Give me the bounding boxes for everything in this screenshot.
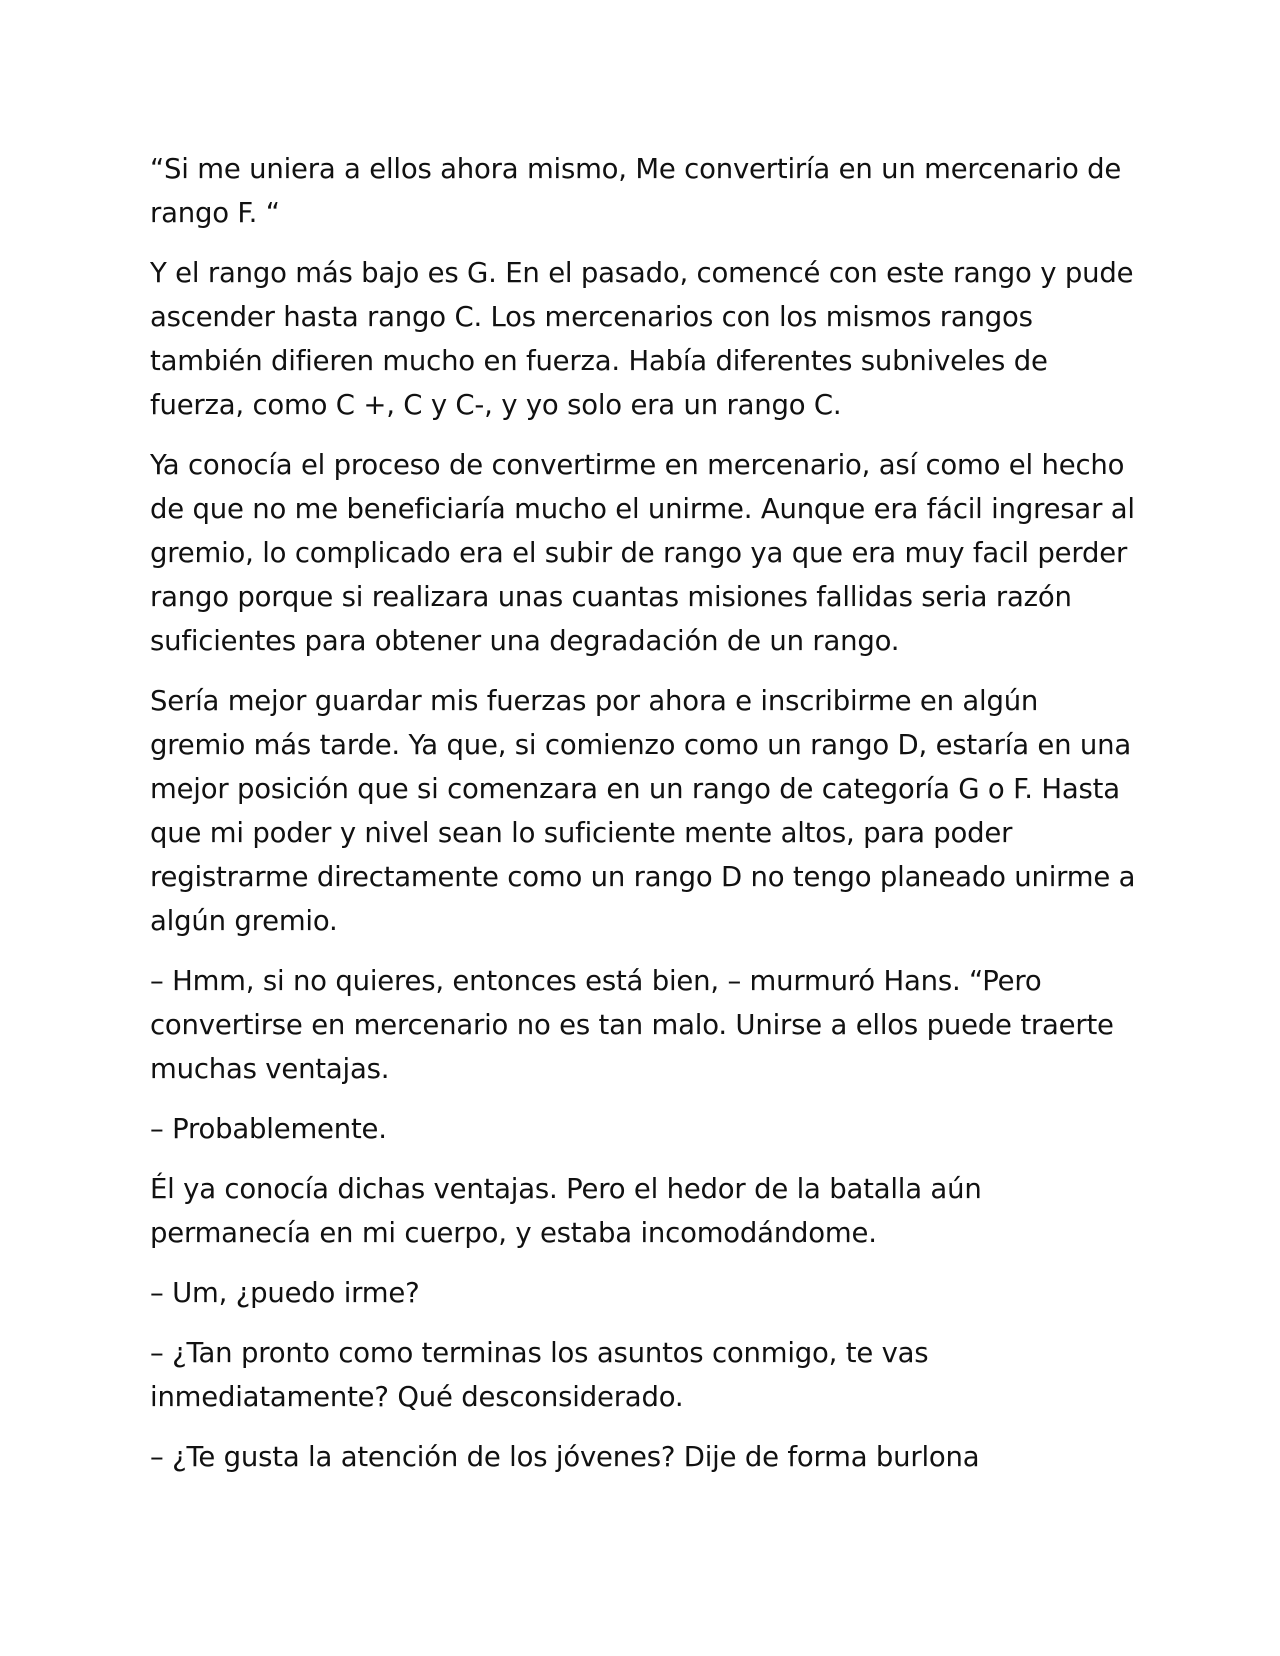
paragraph-1: “Si me uniera a ellos ahora mismo, Me convertiría en un mercenario de rango F. “ — [150, 153, 1122, 229]
paragraph-2: Y el rango más bajo es G. En el pasado, comencé con este rango y pude ascender hasta rango C. Los mercenarios con los mismos rangos también difieren mucho en fuerza. Había diferentes subniveles de fuerza, como C +, C y C-, y yo solo era un rango C. — [150, 257, 1134, 421]
paragraph-4: Sería mejor guardar mis fuerzas por ahora e inscribirme en algún gremio más tarde. Ya que, si comienzo como un rango D, estaría en una mejor posición que si comenzara en un rango de categoría G o F. Hasta que mi poder y nivel sean lo suficiente mente altos, para poder registrarme directamente como un rango D no tengo planeado unirme a algún gremio. — [150, 685, 1136, 937]
paragraph-5: – Hmm, si no quieres, entonces está bien, – murmuró Hans. “Pero convertirse en mercenario no es tan malo. Unirse a ellos puede traerte muchas ventajas. — [150, 965, 1114, 1085]
paragraph-8: – Um, ¿puedo irme? — [150, 1277, 420, 1309]
document-text-body — [150, 147, 1140, 1495]
paragraph-10: – ¿Te gusta la atención de los jóvenes? Dije de forma burlona — [150, 1441, 980, 1473]
paragraph-3: Ya conocía el proceso de convertirme en mercenario, así como el hecho de que no me beneficiaría mucho el unirme. Aunque era fácil ingresar al gremio, lo complicado era el subir de rango ya que era muy facil perder rango porque si realizara unas cuantas misiones fallidas seria razón suficientes para obtener una degradación de un rango. — [150, 449, 1135, 657]
paragraph-6: – Probablemente. — [150, 1113, 387, 1145]
paragraph-7: Él ya conocía dichas ventajas. Pero el hedor de la batalla aún permanecía en mi cuerpo, y estaba incomodándome. — [150, 1173, 982, 1249]
paragraph-9: – ¿Tan pronto como terminas los asuntos conmigo, te vas inmediatamente? Qué desconsiderado. — [150, 1337, 929, 1413]
